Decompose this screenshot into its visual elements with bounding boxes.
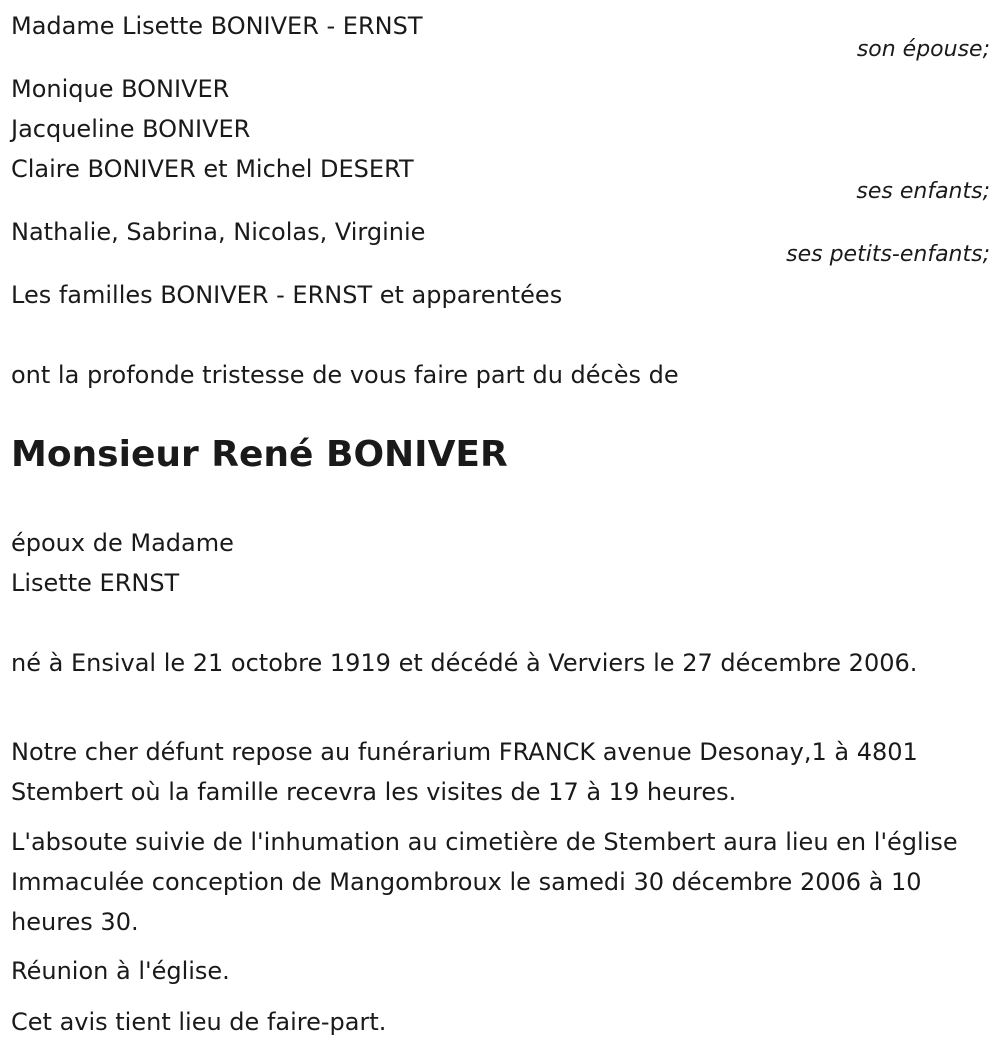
spouse-of-line: Lisette ERNST [11,569,180,597]
child-name: Jacqueline BONIVER [11,115,251,143]
death-notice [11,0,990,1055]
children-role: ses enfants; [856,179,990,204]
ceremony-paragraph: L'absoute suivie de l'inhumation au cimetière de Stembert aura lieu en l'église Immaculée conception de Mangombroux le samedi 30 décembre 2006 à 10 heures 30. [11,828,958,936]
spouse-of-line: époux de Madame [11,529,234,557]
deceased-name: Monsieur René BONIVER [11,434,508,475]
announcement-text: ont la profonde tristesse de vous faire part du décès de [11,361,679,389]
child-name: Claire BONIVER et Michel DESERT [11,155,414,183]
grandchildren-names: Nathalie, Sabrina, Nicolas, Virginie [11,218,426,246]
child-name: Monique BONIVER [11,75,230,103]
families-line: Les familles BONIVER - ERNST et apparentées [11,281,563,309]
spouse-role: son épouse; [856,37,990,62]
closing-paragraph: Cet avis tient lieu de faire-part. [11,1008,387,1036]
funerarium-paragraph: Notre cher défunt repose au funérarium FRANCK avenue Desonay,1 à 4801 Stembert où la famille recevra les visites de 17 à 19 heures. [11,738,918,806]
grandchildren-role: ses petits-enfants; [786,242,990,267]
meeting-paragraph: Réunion à l'église. [11,957,230,985]
spouse-name: Madame Lisette BONIVER - ERNST [11,12,423,40]
birth-death-paragraph: né à Ensival le 21 octobre 1919 et décédé à Verviers le 27 décembre 2006. [11,649,918,677]
